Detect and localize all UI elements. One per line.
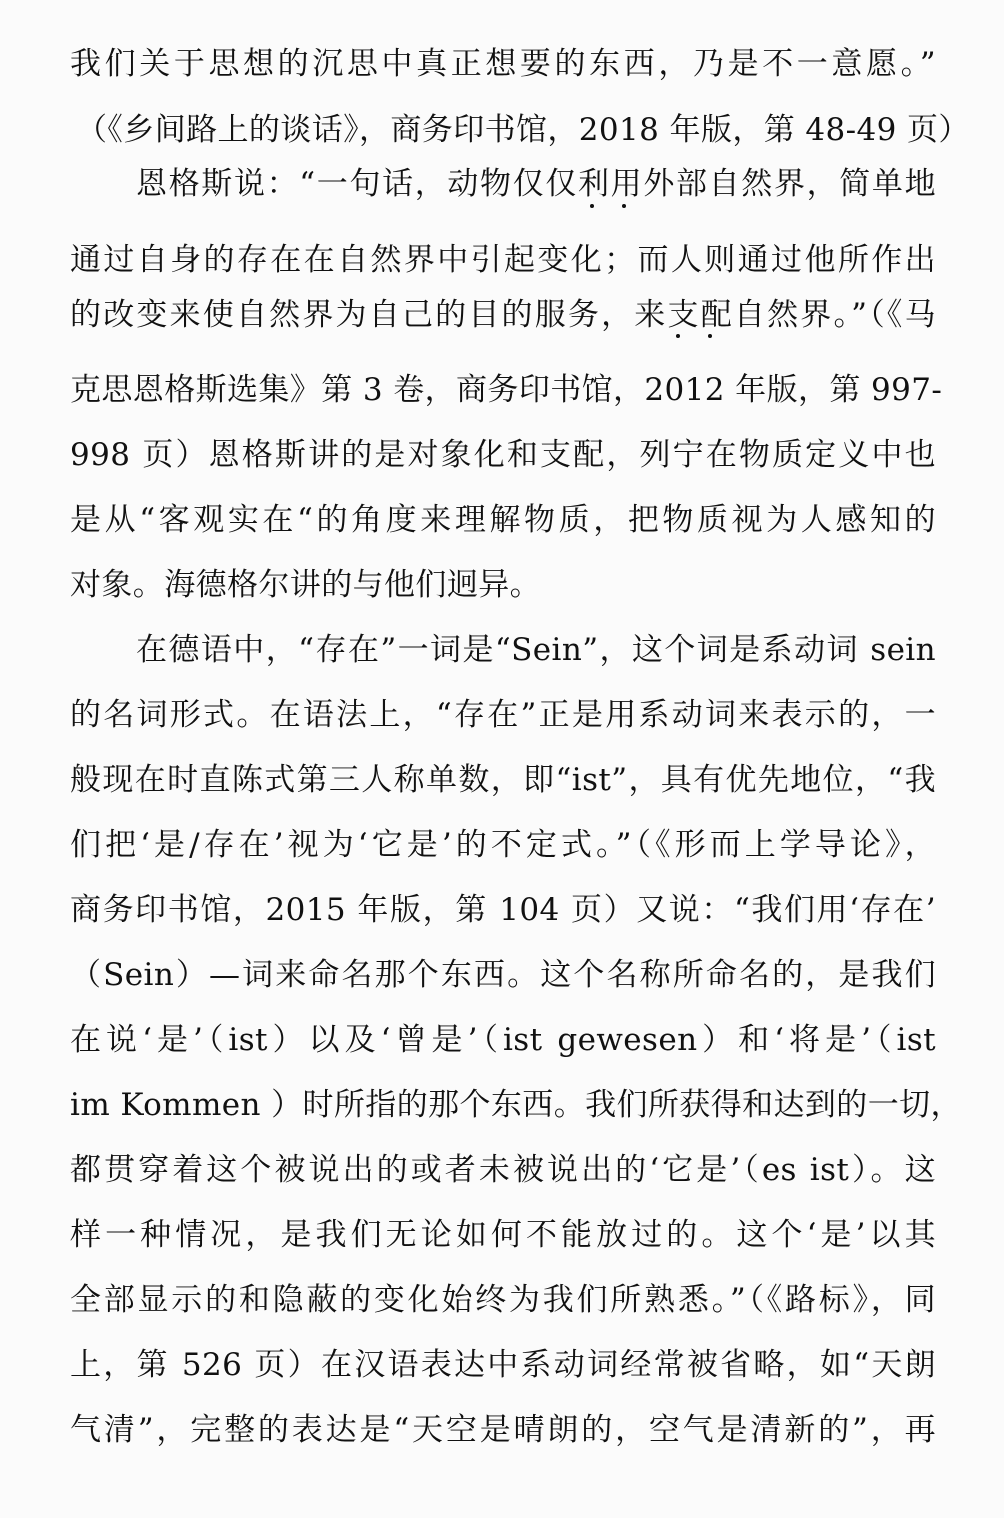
text-line: 的改变来使自然界为自己的目的服务，来支配自然界。”（《马: [70, 297, 936, 333]
text-line: 们把‘是/存在’视为‘它是’的不定式。”（《形而上学导论》，: [70, 827, 936, 863]
text-line: 克思恩格斯选集》第 3 卷，商务印书馆，2012 年版，第 997-: [70, 372, 943, 408]
text-line: 商务印书馆，2015 年版，第 104 页）又说：“我们用‘存在’: [70, 892, 936, 928]
text-line: 全部显示的和隐蔽的变化始终为我们所熟悉。”（《路标》，同: [70, 1282, 936, 1318]
emphasis-dot: [676, 334, 680, 338]
text-line: 的名词形式。在语法上，“存在”正是用系动词来表示的，一: [70, 697, 936, 733]
emphasis-dot: [622, 204, 626, 208]
text-line: 是从“客观实在“的角度来理解物质，把物质视为人感知的: [70, 502, 936, 538]
text-line: 气清”，完整的表达是“天空是晴朗的，空气是清新的”，再: [70, 1412, 936, 1448]
text-line: 般现在时直陈式第三人称单数，即“ist”，具有优先地位，“我: [70, 762, 936, 798]
citation-line: （《乡间路上的谈话》，商务印书馆，2018 年版，第 48-49 页）: [76, 112, 970, 148]
text-line: 在说‘是’（ist）以及‘曾是’（ist gewesen）和‘将是’（ist: [70, 1022, 936, 1058]
text-line: 通过自身的存在在自然界中引起变化；而人则通过他所作出: [70, 242, 936, 278]
text-line: 上，第 526 页）在汉语表达中系动词经常被省略，如“天朗: [70, 1347, 936, 1383]
emphasis-dot: [708, 334, 712, 338]
paragraph-start-line: 恩格斯说：“一句话，动物仅仅利用外部自然界，简单地: [136, 166, 936, 202]
text-line: 998 页）恩格斯讲的是对象化和支配，列宁在物质定义中也: [70, 437, 936, 473]
paragraph-start-line: 在德语中，“存在”一词是“Sein”，这个词是系动词 sein: [136, 632, 936, 668]
text-line: 都贯穿着这个被说出的或者未被说出的‘它是’（es ist）。这: [70, 1152, 936, 1188]
emphasis-dot: [590, 204, 594, 208]
text-line: 样一种情况，是我们无论如何不能放过的。这个‘是’以其: [70, 1217, 936, 1253]
text-line: im Kommen ）时所指的那个东西。我们所获得和达到的一切，: [70, 1087, 962, 1123]
text-line: 我们关于思想的沉思中真正想要的东西，乃是不一意愿。”: [70, 46, 936, 82]
text-line: （Sein）—词来命名那个东西。这个名称所命名的，是我们: [70, 957, 936, 993]
text-line: 对象。海德格尔讲的与他们迥异。: [70, 567, 541, 603]
